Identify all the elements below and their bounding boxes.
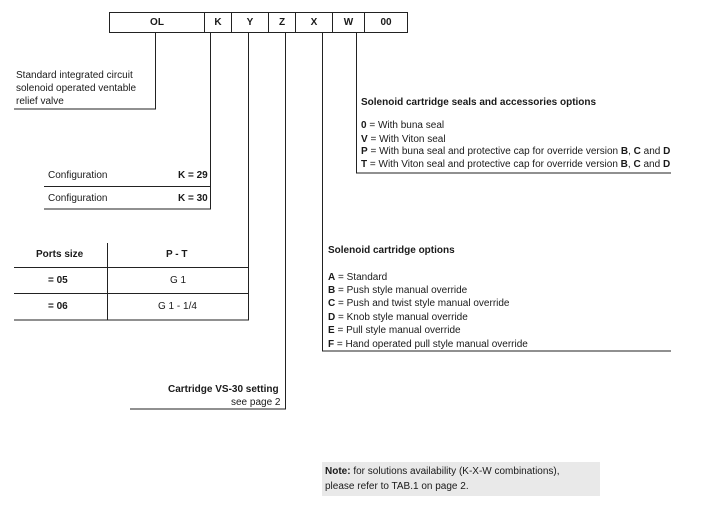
ports-row-2-code: = 06 xyxy=(48,301,68,312)
config-label-1: Configuration xyxy=(48,170,108,181)
note-line-2: please refer to TAB.1 on page 2. xyxy=(325,481,469,492)
seal-option-v: V = With Viton seal xyxy=(361,134,446,145)
code-cell-00: 00 xyxy=(380,17,392,28)
code-cell-y: Y xyxy=(232,13,269,32)
ports-row-1-code: = 05 xyxy=(48,275,68,286)
setting-subtitle: see page 2 xyxy=(231,397,281,408)
config-value-2: K = 30 xyxy=(178,193,208,204)
code-cell-z: Z xyxy=(269,13,296,32)
ports-header-size: Ports size xyxy=(36,249,84,260)
cartridge-options-title: Solenoid cartridge options xyxy=(328,245,455,256)
valve-description-2: solenoid operated ventable xyxy=(16,83,137,94)
cartridge-option-e: E = Pull style manual override xyxy=(328,325,461,336)
note-line-1: Note: for solutions availability (K-X-W combinations), xyxy=(325,466,560,477)
cartridge-option-b: B = Push style manual override xyxy=(328,285,468,296)
code-cell-x: X xyxy=(296,13,333,32)
valve-description-1: Standard integrated circuit xyxy=(16,70,133,81)
config-label-2: Configuration xyxy=(48,193,108,204)
ports-row-1-size: G 1 xyxy=(170,275,187,286)
setting-title: Cartridge VS-30 setting xyxy=(168,384,279,395)
seal-option-t: T = With Viton seal and protective cap for override version B, C and D xyxy=(361,159,671,170)
cartridge-option-f: F = Hand operated pull style manual override xyxy=(328,339,528,350)
code-cell-w: W xyxy=(333,13,365,32)
seal-option-p: P = With buna seal and protective cap for override version B, C and D xyxy=(361,146,671,157)
cartridge-option-d: D = Knob style manual override xyxy=(328,312,468,323)
seal-option-0: 0 = With buna seal xyxy=(361,120,445,131)
config-value-1: K = 29 xyxy=(178,170,208,181)
cartridge-option-c: C = Push and twist style manual override xyxy=(328,298,510,309)
code-cell-k: K xyxy=(205,13,232,32)
code-cell-ol: OL xyxy=(110,13,205,32)
ports-header-pt: P - T xyxy=(166,249,188,260)
leader-k xyxy=(44,33,211,209)
cartridge-option-a: A = Standard xyxy=(328,272,388,283)
seals-title: Solenoid cartridge seals and accessories options xyxy=(361,97,597,108)
ports-row-2-size: G 1 - 1/4 xyxy=(158,301,197,312)
valve-description-3: relief valve xyxy=(16,96,64,107)
leader-z xyxy=(130,33,286,409)
